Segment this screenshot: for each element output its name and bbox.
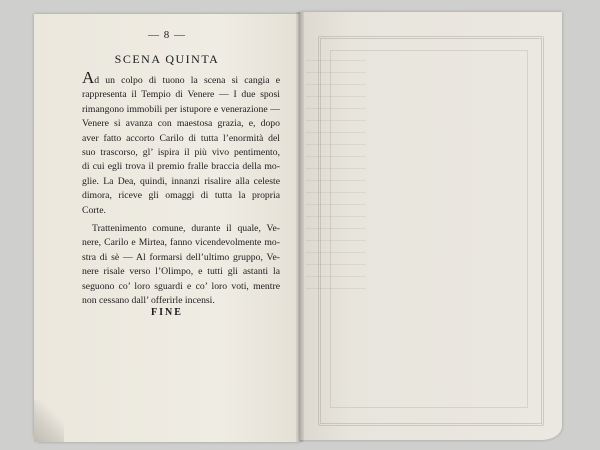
text-line: seguono co’ loro sguardi e co’ loro voti, mentre <box>82 280 280 292</box>
text-line <box>82 68 280 88</box>
text-line: Corte. <box>82 204 106 216</box>
text-line: nere risale verso l’Olimpo, e tutti gli astanti la <box>82 266 280 278</box>
text-line: non cessano dall’ offerirle incensi. <box>82 295 215 307</box>
text-line: glie. La Dea, quindi, innanzi risalire alla celeste <box>82 175 280 187</box>
page-number: — 8 — <box>148 29 186 41</box>
text-line: di cui egli trova il premio fralle braccia della mo- <box>82 161 280 173</box>
end-mark: FINE <box>151 307 183 318</box>
text-line: rappresenta il Tempio di Venere — I due sposi <box>82 89 280 101</box>
text-line: dimora, riceve gli omaggi di tutta la propria <box>82 190 280 202</box>
text-line: Trattenimento comune, durante il quale, Ve- <box>92 223 280 235</box>
worn-page-corner <box>34 400 64 442</box>
body-text <box>82 68 280 309</box>
text-line: aver fatto accorto Carilo di tutta l’enormità del <box>82 132 280 144</box>
text-line: rimangono immobili per istupore e venerazione — <box>82 103 280 115</box>
dropcap: A <box>82 68 95 87</box>
right-page-faint-inner-frame <box>330 50 528 408</box>
text-line-content: d un colpo di tuono la scena si cangia e <box>94 75 280 86</box>
text-line: Venere si avanza con maestosa grazia, e, dopo <box>82 118 280 130</box>
scene-title: SCENA QUINTA <box>114 52 220 66</box>
book-gutter <box>296 12 304 442</box>
text-line: nere, Carilo e Mirtea, fanno vicendevolmente mo- <box>82 237 280 249</box>
text-line: stra di sè — Al formarsi dell’ultimo gruppo, Ve- <box>82 251 280 263</box>
text-line: suo trascorso, gl’ ispira il più vivo pentimento, <box>82 147 280 159</box>
